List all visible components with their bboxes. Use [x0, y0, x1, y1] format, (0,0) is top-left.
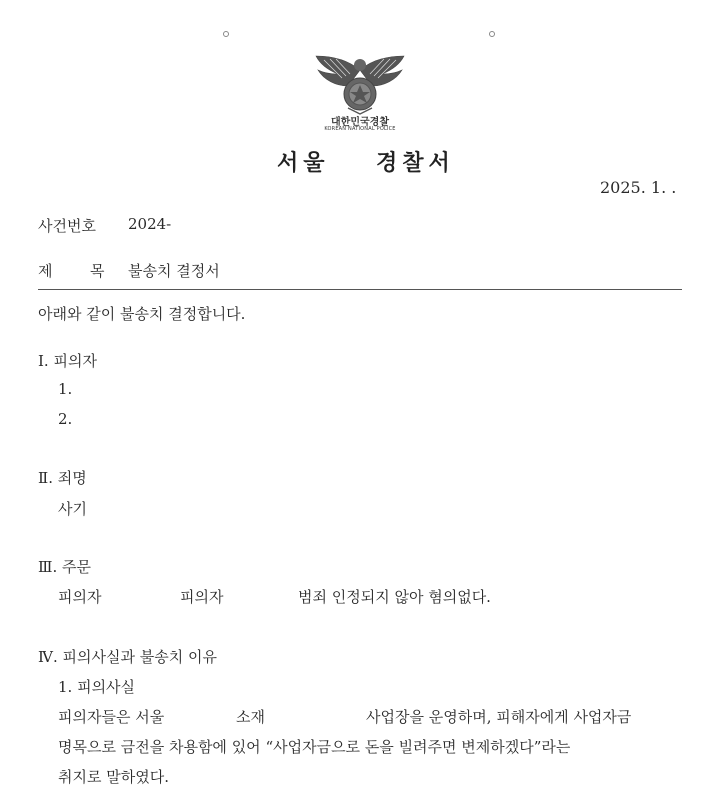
subject-label-second: 목	[90, 262, 105, 280]
police-eagle-emblem-icon	[312, 50, 408, 116]
order-suspect-2: 피의자	[180, 588, 224, 606]
section-facts-heading: Ⅳ. 피의사실과 불송치 이유	[38, 648, 217, 666]
station-title-city: 서울	[277, 150, 330, 176]
suspect-item-2: 2.	[58, 410, 73, 428]
org-name-english: KOREAN NATIONAL POLICE	[324, 126, 396, 132]
facts-subheading: 1. 피의사실	[58, 678, 136, 696]
order-decision: 범죄 인정되지 않아 혐의없다.	[298, 588, 491, 606]
facts-line-3: 취지로 말하였다.	[58, 768, 169, 786]
case-number-value: 2024-	[128, 215, 172, 233]
header-dot-right	[489, 31, 495, 37]
header-dot-left	[223, 31, 229, 37]
header-divider	[38, 289, 682, 290]
case-number-label: 사건번호	[38, 217, 96, 235]
subject-value: 불송치 결정서	[128, 262, 220, 280]
section-suspect-heading: Ⅰ. 피의자	[38, 352, 97, 370]
facts-line-2: 명목으로 금전을 차용함에 있어 “사업자금으로 돈을 빌려주면 변제하겠다”라는	[58, 738, 571, 756]
facts-line-1a: 피의자들은 서울	[58, 708, 165, 726]
section-charge-heading: Ⅱ. 죄명	[38, 469, 87, 487]
order-suspect-1: 피의자	[58, 588, 102, 606]
station-title-name: 경찰서	[376, 150, 455, 176]
charge-text: 사기	[58, 500, 87, 518]
facts-line-1b: 소재	[236, 708, 265, 726]
document-date: 2025. 1. .	[600, 178, 677, 197]
org-name-korean: 대한민국경찰	[331, 117, 389, 128]
intro-text: 아래와 같이 불송치 결정합니다.	[38, 305, 246, 323]
section-order-heading: Ⅲ. 주문	[38, 558, 91, 576]
subject-label-first: 제	[38, 262, 53, 280]
suspect-item-1: 1.	[58, 380, 73, 398]
facts-line-1c: 사업장을 운영하며, 피해자에게 사업자금	[366, 708, 632, 726]
